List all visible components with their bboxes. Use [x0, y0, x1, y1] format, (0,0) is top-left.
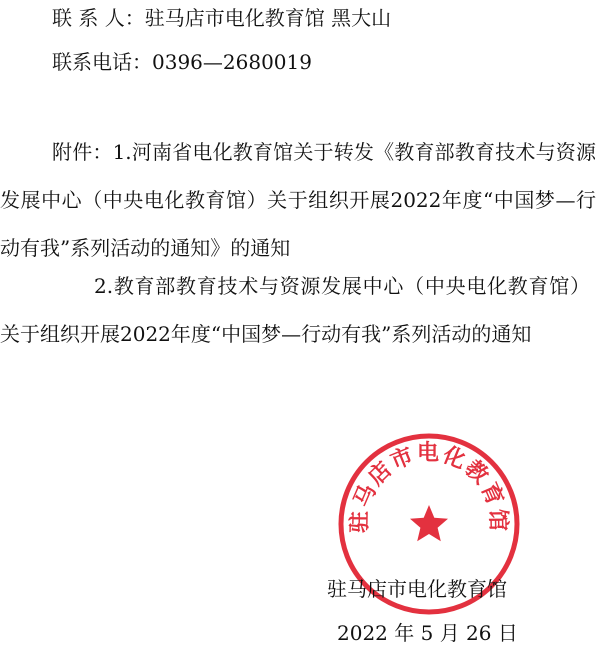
contact-phone-line: 联系电话：0396—2680019: [52, 50, 312, 74]
attachment-item-1: 附件：1.河南省电化教育馆关于转发《教育部教育技术与资源发展中心（中央电化教育馆）关于组织开展2022年度“中国梦—行动有我”系列活动的通知》的通知: [0, 140, 596, 260]
signature-date: 2022 年 5 月 26 日: [337, 621, 518, 645]
contact-person-line: 联 系 人：驻马店市电化教育馆 黑大山: [52, 6, 392, 30]
attachment-item-2: 2.教育部教育技术与资源发展中心（中央电化教育馆）关于组织开展2022年度“中国梦—行动有我”系列活动的通知: [0, 274, 590, 346]
svg-text:驻马店市电化教育馆: 驻马店市电化教育馆: [347, 441, 511, 534]
seal-star-icon: [410, 505, 448, 541]
signature-organization: 驻马店市电化教育馆: [327, 577, 507, 601]
